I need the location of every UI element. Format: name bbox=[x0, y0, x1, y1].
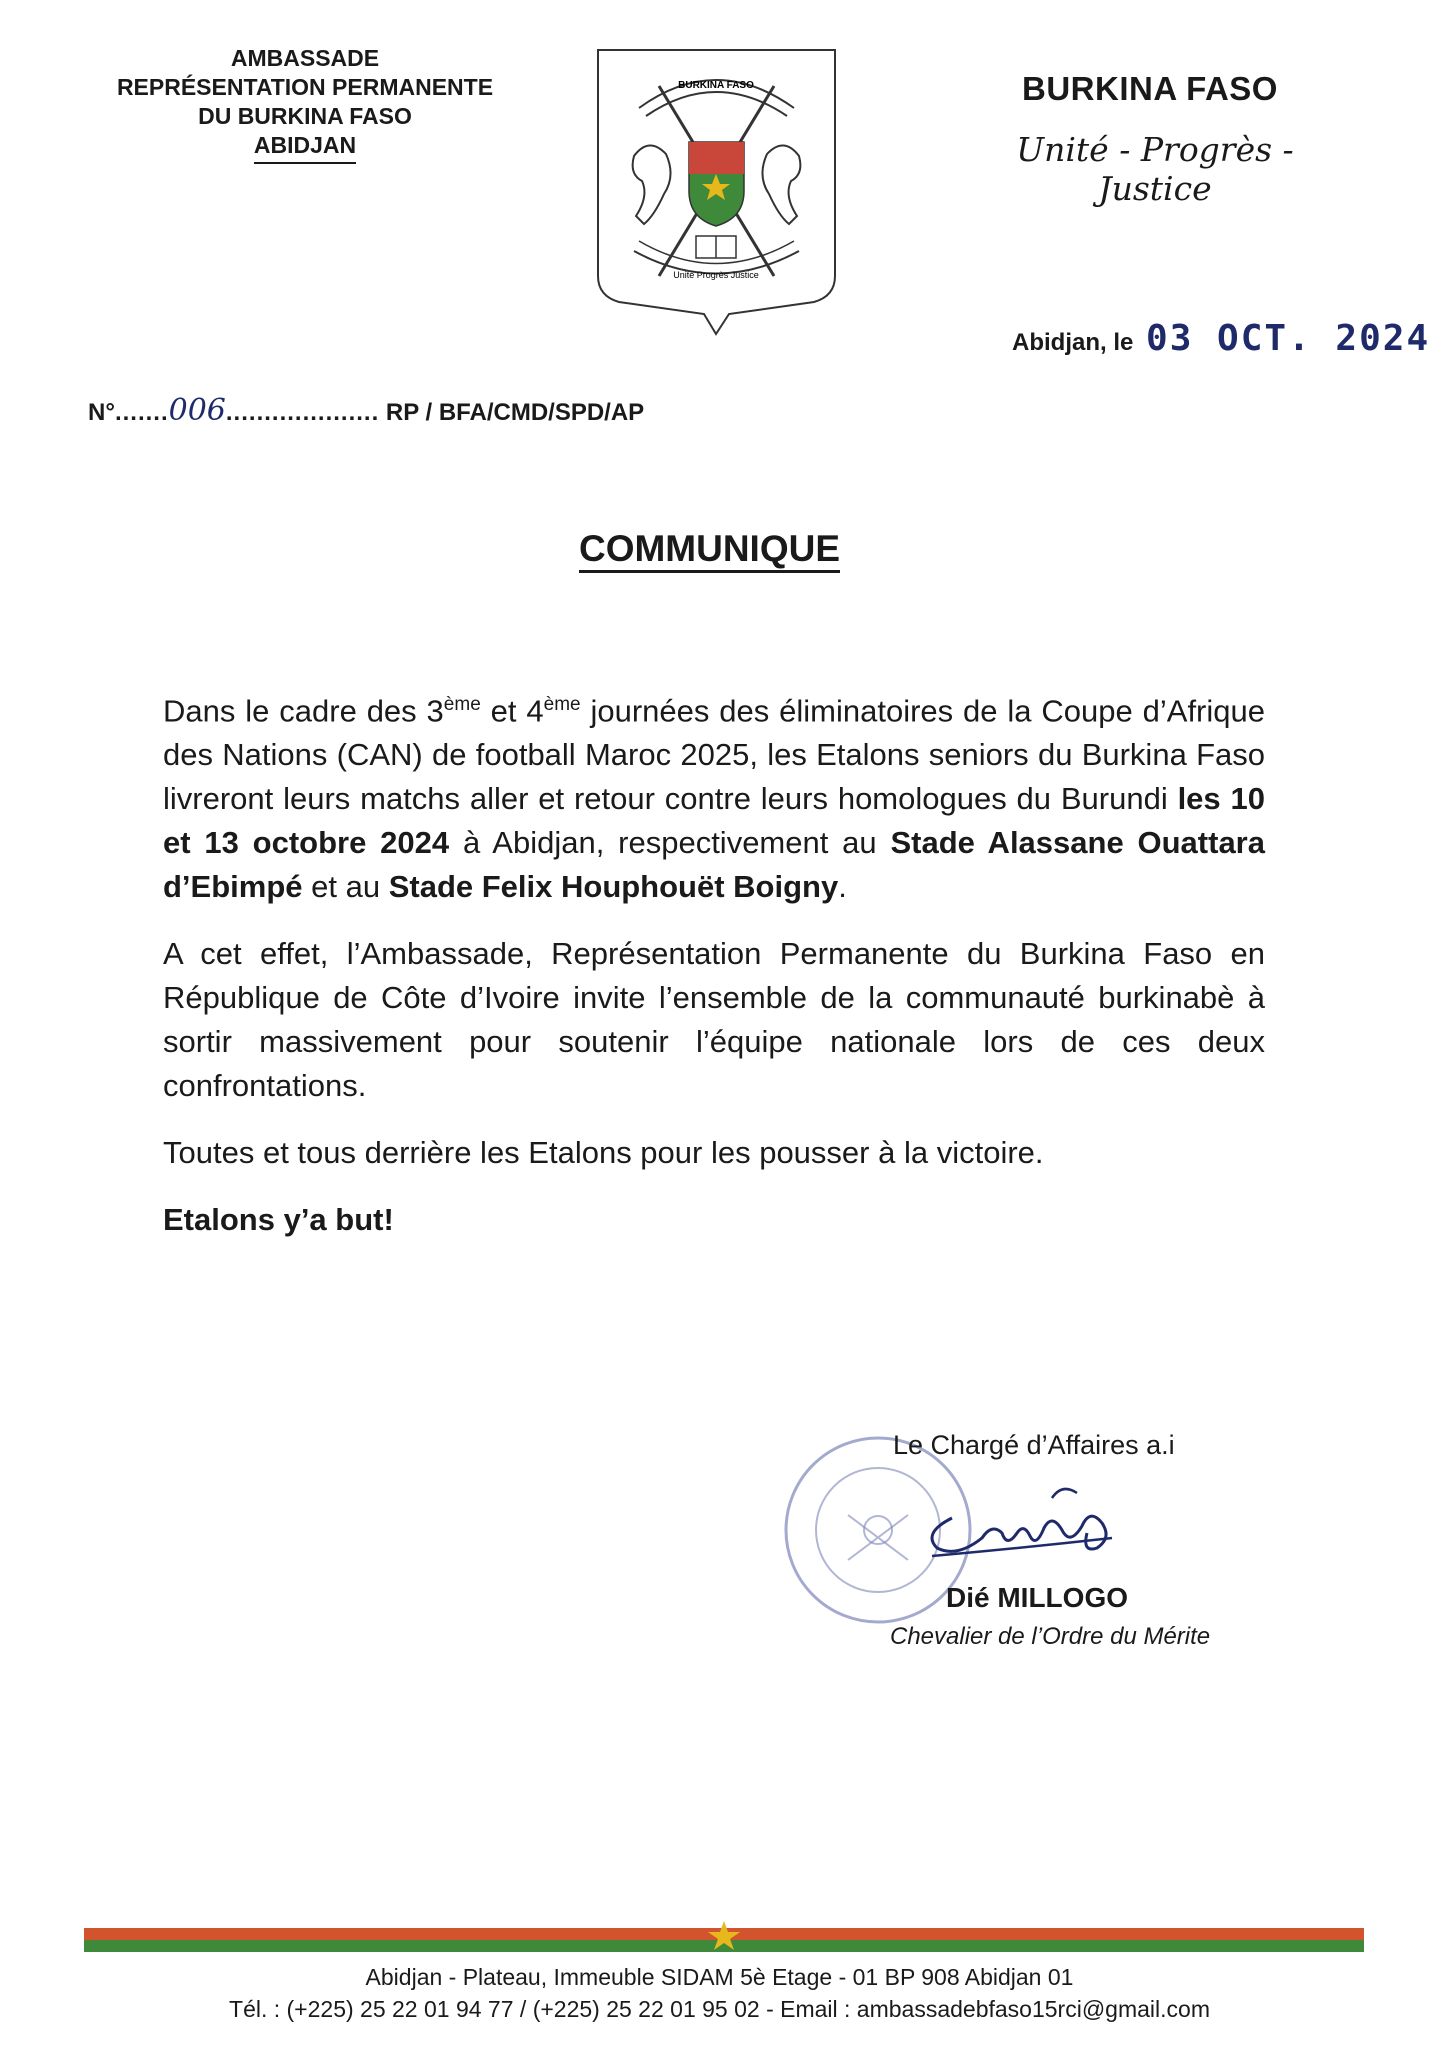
emblem-ribbon-bottom: Unité Progrès Justice bbox=[673, 270, 759, 280]
country-name: BURKINA FASO bbox=[1022, 70, 1278, 107]
communique-body bbox=[163, 683, 1265, 1265]
document-title: COMMUNIQUE bbox=[0, 528, 1419, 570]
emblem-ribbon-top: BURKINA FASO bbox=[678, 80, 754, 91]
footer-contact: Tél. : (+225) 25 22 01 94 77 / (+225) 25 22 01 95 02 - Email : ambassadebfaso15rci@gmail.com bbox=[229, 1996, 1210, 2022]
signatory-name: Dié MILLOGO bbox=[946, 1582, 1128, 1613]
paragraph-1: Dans le cadre des 3ème et 4ème journées des éliminatoires de la Coupe d’Afrique des Nations (CAN) de football Maroc 2025, les Etalons seniors du Burkina Faso livreront leurs matchs aller et retour contre leurs homologues du Burundi les 10 et 13 octobre 2024 à Abidjan, respectivement au Stade Alassane Ouattara d’Ebimpé et au Stade Felix Houphouët Boigny. bbox=[163, 693, 1265, 905]
signatory-title: Le Chargé d’Affaires a.i bbox=[893, 1430, 1175, 1460]
paragraph-4: Etalons y’a but! bbox=[163, 1202, 394, 1238]
handwritten-signature-icon bbox=[912, 1478, 1132, 1568]
reference-prefix: N° bbox=[88, 399, 115, 426]
flag-stripe-icon bbox=[84, 1920, 1364, 1956]
reference-number: N°.......006.................... RP / BFA/CMD/SPD/AP bbox=[88, 393, 645, 428]
date-line bbox=[1012, 318, 1430, 359]
national-motto: Unité - Progrès - Justice bbox=[1016, 130, 1294, 208]
paragraph-2: A cet effet, l’Ambassade, Représentation Permanente du Burkina Faso en République de Côte d’Ivoire invite l’ensemble de la communauté burkinabè à sortir massivement pour soutenir l’équipe nationale lors de ces deux confrontations. bbox=[163, 936, 1265, 1104]
reference-handwritten-number: 006 bbox=[168, 393, 226, 428]
signatory-rank: Chevalier de l’Ordre du Mérite bbox=[890, 1623, 1211, 1650]
coat-of-arms-icon bbox=[594, 46, 839, 336]
embassy-header bbox=[90, 44, 520, 164]
embassy-line-2: REPRÉSENTATION PERMANENTE bbox=[116, 74, 494, 100]
embassy-line-1: AMBASSADE bbox=[230, 45, 380, 71]
date-stamp: 03 OCT. 2024 bbox=[1146, 318, 1431, 359]
footer-address: Abidjan - Plateau, Immeuble SIDAM 5è Etage - 01 BP 908 Abidjan 01 bbox=[365, 1964, 1074, 1990]
embassy-line-3: DU BURKINA FASO bbox=[198, 103, 412, 129]
paragraph-3: Toutes et tous derrière les Etalons pour les pousser à la victoire. bbox=[163, 1135, 1044, 1171]
embassy-line-4: ABIDJAN bbox=[254, 131, 356, 164]
date-prefix: Abidjan, le bbox=[1012, 329, 1134, 356]
reference-suffix: RP / BFA/CMD/SPD/AP bbox=[385, 399, 645, 426]
